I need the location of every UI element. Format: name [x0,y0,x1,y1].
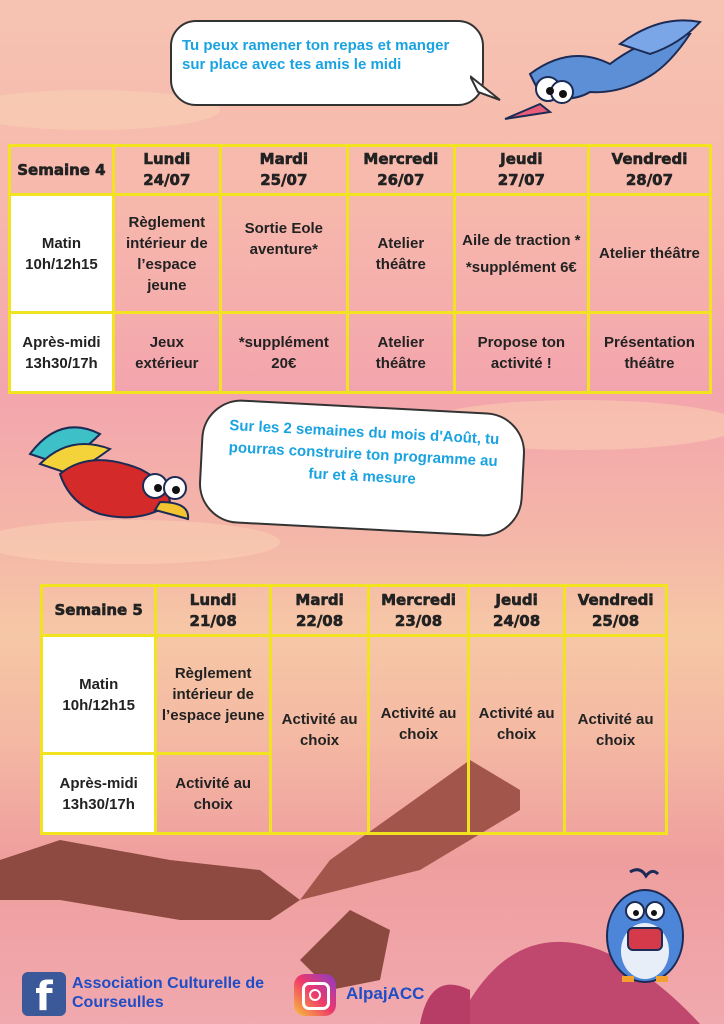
activity-cell: Activité au choix [468,636,564,834]
activity-cell: Propose ton activité ! [454,313,588,393]
instagram-icon[interactable] [294,974,336,1016]
facebook-icon[interactable]: f [22,972,66,1016]
time-slot-afternoon: Après-midi 13h30/17h [10,313,114,393]
week-label: Semaine 4 [10,146,114,195]
red-parrot-icon [20,414,200,534]
activity-cell: *supplément 20€ [220,313,347,393]
activity-cell: Aile de traction * *supplément 6€ [454,195,588,313]
day-header-wednesday: Mercredi 26/07 [347,146,454,195]
activity-cell: Activité au choix [565,636,667,834]
day-header-tuesday: Mardi 25/07 [220,146,347,195]
speech-bubble-top [170,20,484,106]
time-slot-afternoon: Après-midi 13h30/17h [42,754,156,834]
blue-bird-icon [500,14,710,124]
small-blue-bird-icon [600,866,690,986]
activity-cell: Jeux extérieur [113,313,220,393]
day-header-monday: Lundi 21/08 [156,586,271,636]
speech-bubble-middle [197,398,527,539]
activity-cell: Présentation théâtre [588,313,710,393]
time-slot-morning: Matin 10h/12h15 [10,195,114,313]
activity-cell: Règlement intérieur de l’espace jeune [113,195,220,313]
speech-bubble-text: Tu peux ramener ton repas et manger sur place avec tes amis le midi [182,37,450,73]
activity-cell: Atelier théâtre [347,195,454,313]
week-label: Semaine 5 [42,586,156,636]
activity-cell: Activité au choix [156,754,271,834]
facebook-link[interactable]: Association Culturelle de Courseulles [72,975,265,1011]
day-header-friday: Vendredi 25/08 [565,586,667,636]
instagram-link[interactable]: AlpajACC [346,984,425,1003]
bubble-tail-icon [470,70,504,104]
activity-cell: Atelier théâtre [588,195,710,313]
day-header-friday: Vendredi 28/07 [588,146,710,195]
activity-cell: Atelier théâtre [347,313,454,393]
day-header-thursday: Jeudi 27/07 [454,146,588,195]
day-header-monday: Lundi 24/07 [113,146,220,195]
schedule-table-week5 [40,584,668,835]
activity-cell: Sortie Eole aventure* [220,195,347,313]
speech-bubble-text: Sur les 2 semaines du mois d'Août, tu pourras construire ton programme au fur et à mesure [228,417,500,488]
day-header-thursday: Jeudi 24/08 [468,586,564,636]
schedule-table-week4 [8,144,712,394]
day-header-wednesday: Mercredi 23/08 [369,586,469,636]
time-slot-morning: Matin 10h/12h15 [42,636,156,754]
activity-cell: Règlement intérieur de l’espace jeune [156,636,271,754]
activity-cell: Activité au choix [271,636,369,834]
activity-cell: Activité au choix [369,636,469,834]
day-header-tuesday: Mardi 22/08 [271,586,369,636]
